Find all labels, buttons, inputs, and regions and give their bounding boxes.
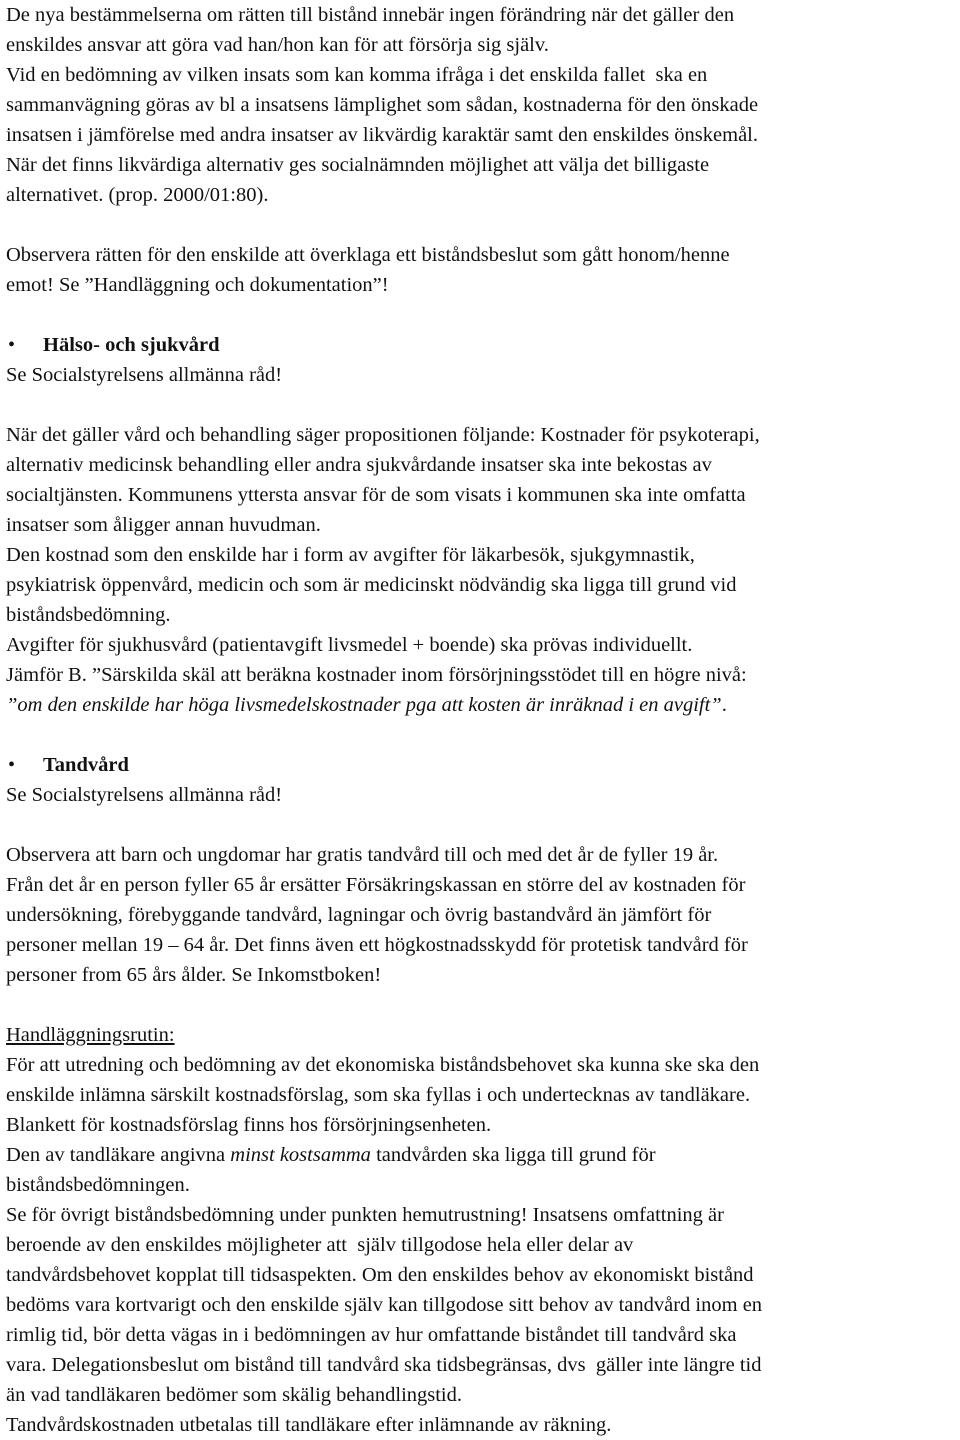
text-line: Avgifter för sjukhusvård (patientavgift livsmedel + boende) ska prövas individuellt. [6,634,693,656]
section-health-care [6,330,958,720]
text-line: biståndsbedömning. [6,604,171,626]
paragraph-appeal-note [6,240,958,300]
bullet-icon: • [8,754,16,776]
text-line: När det gäller vård och behandling säger propositionen följande: Kostnader för psykoterapi, [6,424,760,446]
text-line: rimlig tid, bör detta vägas in i bedömningen av hur omfattande biståndet till tandvård ska [6,1324,737,1346]
text-line: bedöms vara kortvarigt och den enskilde själv kan tillgodose sitt behov av tandvård inom en [6,1294,763,1316]
text-line: beroende av den enskildes möjligheter att själv tillgodose hela eller delar av [6,1234,634,1256]
section-heading: Hälso- och sjukvård [43,334,220,356]
text-line: Observera rätten för den enskilde att överklaga ett biståndsbeslut som gått honom/henne [6,244,730,266]
italic-quote: ”om den enskilde har höga livsmedelskostnader pga att kosten är inräknad i en avgift” [6,694,722,716]
text-line: alternativet. (prop. 2000/01:80). [6,184,269,206]
spacer [6,810,958,840]
text-line: Observera att barn och ungdomar har gratis tandvård till och med det år de fyller 19 år. [6,844,719,866]
text-line: Från det år en person fyller 65 år ersätter Försäkringskassan en större del av kostnaden för [6,874,746,896]
text-line: Jämför B. ”Särskilda skäl att beräkna kostnader inom försörjningsstödet till en högre nivå: [6,664,747,686]
text-line: Den kostnad som den enskilde har i form av avgifter för läkarbesök, sjukgymnastik, [6,544,695,566]
text-line: undersökning, förebyggande tandvård, lagningar och övrig bastandvård än jämfört för [6,904,712,926]
spacer [6,720,958,750]
document-page [6,0,958,1440]
italic-quote-line [6,690,958,720]
text-line: tandvårdsbehovet kopplat till tidsaspekten. Om den enskildes behov av ekonomiskt bistånd [6,1264,754,1286]
text-line: vara. Delegationsbeslut om bistånd till tandvård ska tidsbegränsas, dvs gäller inte längre tid [6,1354,762,1376]
text-line: När det finns likvärdiga alternativ ges socialnämnden möjlighet att välja det billigaste [6,154,710,176]
routine-heading-row [6,1020,958,1050]
text-line: Blankett för kostnadsförslag finns hos försörjningsenheten. [6,1114,492,1136]
text-line: personer from 65 års ålder. Se Inkomstboken! [6,964,382,986]
text-line: personer mellan 19 – 64 år. Det finns även ett högkostnadsskydd för protetisk tandvård för [6,934,748,956]
text-line: alternativ medicinsk behandling eller andra sjukvårdande insatser ska inte bekostas av [6,454,712,476]
spacer [6,990,958,1020]
text-line: socialtjänsten. Kommunens yttersta ansvar för de som visats i kommunen ska inte omfatta [6,484,746,506]
section-heading-row [6,750,958,780]
text-line: Se för övrigt biståndsbedömning under punkten hemutrustning! Insatsens omfattning är [6,1204,724,1226]
text-line: sammanvägning göras av bl a insatsens lämplighet som sådan, kostnaderna för den önskade [6,94,759,116]
text-line: De nya bestämmelserna om rätten till bistånd innebär ingen förändring när det gäller den [6,4,735,26]
reference-text: Se Socialstyrelsens allmänna råd! [6,364,283,386]
text-line: insatser som åligger annan huvudman. [6,514,321,536]
text-line: enskilde inlämna särskilt kostnadsförslag, som ska fyllas i och undertecknas av tandläkare. [6,1084,751,1106]
spacer [6,210,958,240]
text-line: emot! Se ”Handläggning och dokumentation”! [6,274,389,296]
text-line: biståndsbedömningen. [6,1174,190,1196]
bullet-icon: • [8,334,16,356]
text-line: För att utredning och bedömning av det ekonomiska biståndsbehovet ska kunna ske ska den [6,1054,760,1076]
section-heading-row [6,330,958,360]
italic-segment: minst kostsamma [230,1144,371,1166]
spacer [6,300,958,330]
mixed-text-line [6,1140,958,1170]
text-line: Tandvårdskostnaden utbetalas till tandläkare efter inlämnande av räkning. [6,1414,612,1436]
spacer [6,390,958,420]
text-line: enskildes ansvar att göra vad han/hon kan för att försörja sig själv. [6,34,549,56]
text-segment: tandvården ska ligga till grund för [370,1144,656,1166]
text-line: än vad tandläkaren bedömer som skälig behandlingstid. [6,1384,463,1406]
section-routine [6,1020,958,1440]
section-heading: Tandvård [43,754,129,776]
quote-end: . [721,694,727,716]
text-line: psykiatrisk öppenvård, medicin och som är medicinskt nödvändig ska ligga till grund vid [6,574,737,596]
text-segment: Den av tandläkare angivna [6,1144,231,1166]
section-dental-care [6,750,958,990]
text-line: Vid en bedömning av vilken insats som kan komma ifråga i det enskilda fallet ska en [6,64,708,86]
text-line: insatsen i jämförelse med andra insatser av likvärdig karaktär samt den enskildes önskemål. [6,124,759,146]
reference-text: Se Socialstyrelsens allmänna råd! [6,784,283,806]
routine-heading: Handläggningsrutin: [6,1024,175,1046]
paragraph-self-support [6,0,958,210]
